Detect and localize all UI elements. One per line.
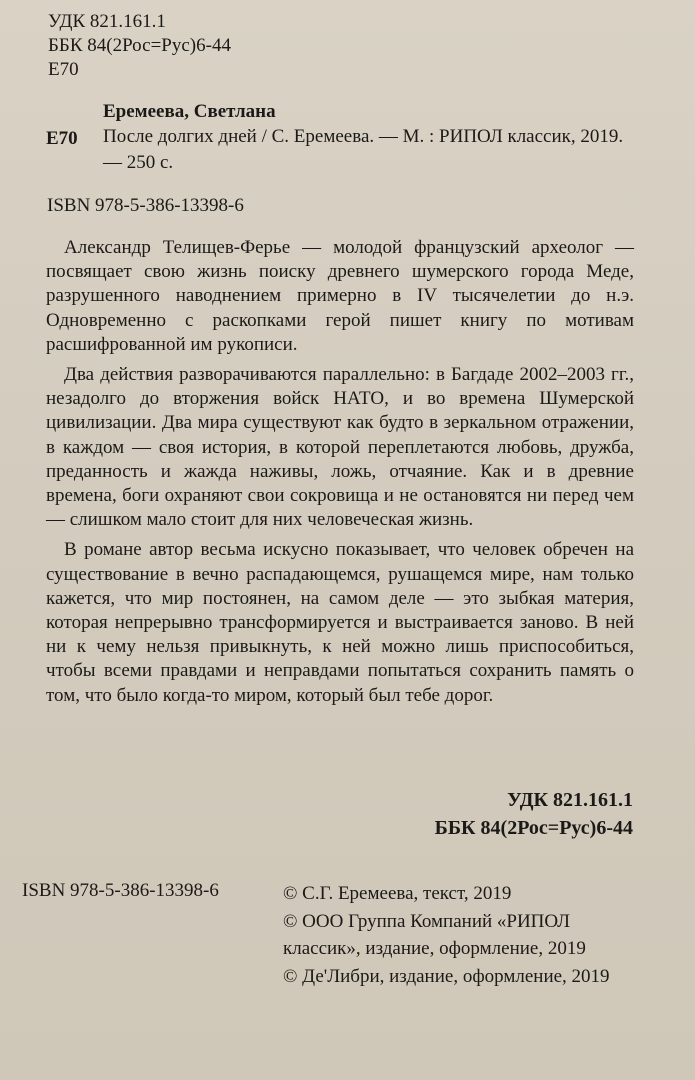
annotation (46, 236, 634, 714)
author-heading: Еремеева, Светлана (103, 101, 276, 122)
annotation-paragraph: Александр Телищев-Ферье — молодой французский археолог — посвящает свою жизнь поиску древнего шумерского города Меде, разрушенного наводнением примерно в IV тысячелетии до н.э. Одновременно с раскопками герой пишет книгу по мотивам расшифрованной им рукописи. (46, 237, 634, 355)
udk-code-bottom: УДК 821.161.1 (507, 789, 633, 811)
annotation-paragraph: В романе автор весьма искусно показывает, что человек обречен на существование в вечно распадающемся, рушащемся мире, нам только кажется, что мир постоянен, на самом деле — это зыбкая материя, которая непрерывно трансформируется и выстраивается заново. В ней ни к чему нельзя привыкнуть, к ней можно лишь приспособиться, чтобы всеми правдами и неправдами попытаться сохранить память о том, что было когда-то миром, который был тебе дорог. (46, 539, 634, 706)
author-index-side: Е70 (46, 128, 78, 149)
isbn-top: ISBN 978-5-386-13398-6 (47, 195, 244, 216)
top-classification-codes (48, 10, 231, 82)
copyright-line: © С.Г. Еремеева, текст, 2019 (283, 883, 512, 904)
copyright-line: © ООО Группа Компаний «РИПОЛ классик», издание, оформление, 2019 (283, 910, 586, 959)
annotation-paragraph: Два действия разворачиваются параллельно: в Багдаде 2002–2003 гг., незадолго до вторжения войск НАТО, и во времена Шумерской цивилизации. Два мира существуют как будто в зеркальном отражении, в каждом — своя история, в которой переплетаются любовь, дружба, преданность и жажда наживы, ложь, отчаяние. Как и в древние времена, боги охраняют свои сокровища и не остановятся ни перед чем — слишком мало стоит для них человеческая жизнь. (46, 364, 634, 531)
bottom-classification-codes (435, 786, 633, 842)
udk-code: УДК 821.161.1 (48, 11, 166, 32)
copyright-notices (283, 880, 643, 990)
isbn-bottom: ISBN 978-5-386-13398-6 (22, 880, 219, 901)
bibliographic-description: После долгих дней / С. Еремеева. — М. : РИПОЛ классик, 2019. — 250 с. (103, 126, 624, 173)
bbk-code-bottom: ББК 84(2Рос=Рус)6-44 (434, 817, 633, 839)
author-index: Е70 (48, 59, 79, 80)
bbk-code: ББК 84(2Рос=Рус)6-44 (48, 35, 231, 56)
copyright-line: © Де'Либри, издание, оформление, 2019 (283, 965, 610, 987)
